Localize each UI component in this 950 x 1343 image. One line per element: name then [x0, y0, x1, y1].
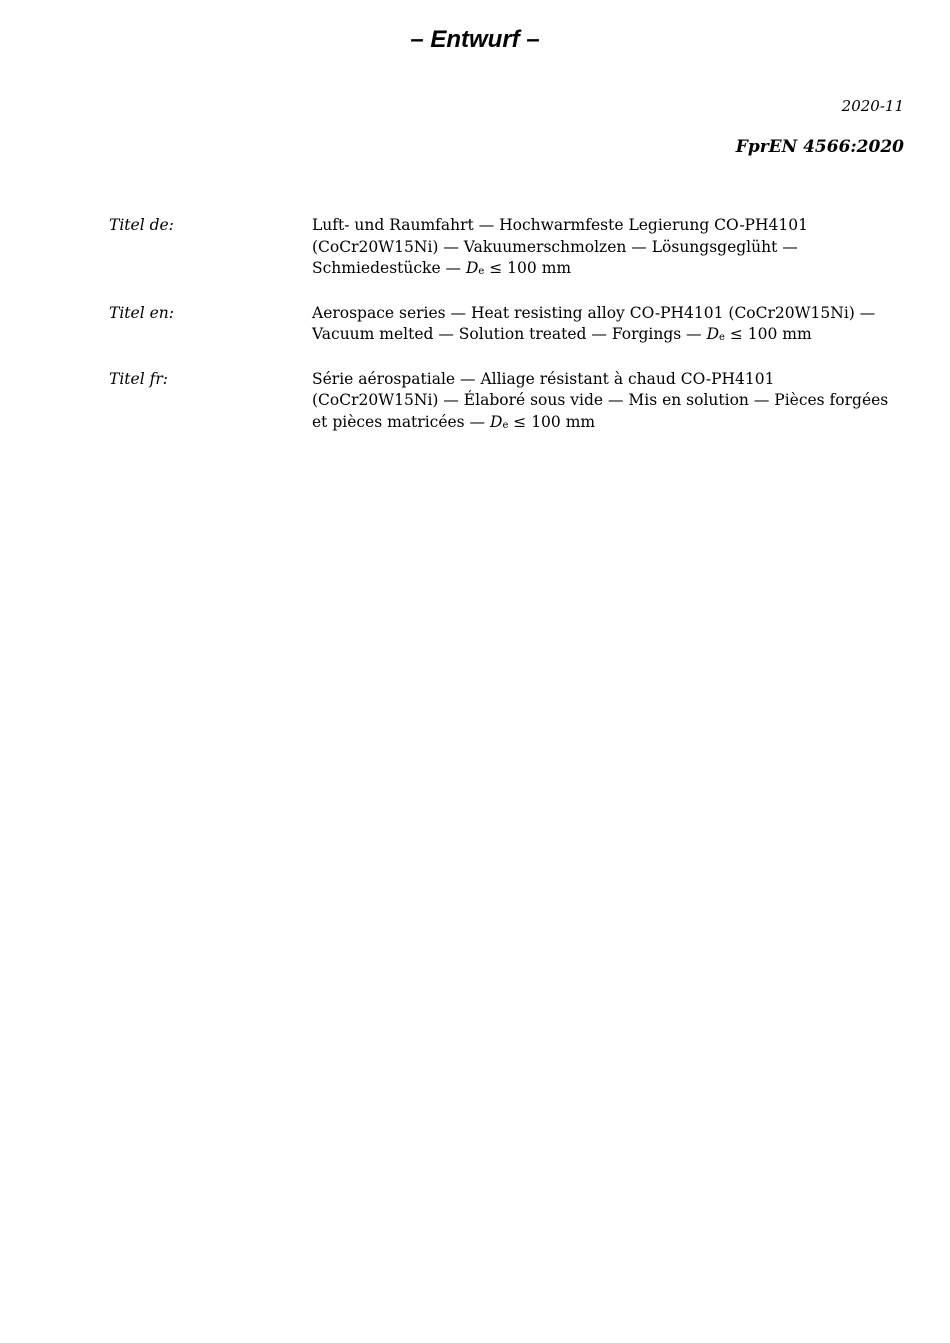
title-text-de	[312, 215, 904, 283]
diameter-symbol: D	[706, 325, 720, 343]
title-line: Série aérospatiale — Alliage résistant à chaud CO-PH4101	[312, 369, 775, 388]
title-line: Luft- und Raumfahrt — Hochwarmfeste Legierung CO-PH4101	[312, 216, 808, 234]
title-row-en	[109, 303, 904, 349]
title-label-de: Titel de:	[109, 216, 174, 234]
diameter-symbol: D	[465, 259, 479, 277]
title-line: (CoCr20W15Ni) — Élaboré sous vide — Mis en solution — Pièces forgées	[312, 391, 889, 409]
document-number: FprEN 4566:2020	[735, 137, 904, 157]
title-line-suffix: ≤ 100 mm	[484, 259, 572, 277]
title-label-en: Titel en:	[109, 303, 174, 322]
title-row-de	[109, 215, 904, 283]
title-line	[312, 258, 904, 283]
diameter-symbol: D	[490, 412, 503, 431]
draft-mark: – Entwurf –	[410, 26, 540, 53]
titles-block	[109, 215, 904, 456]
title-label-fr: Titel fr:	[109, 369, 168, 388]
title-line: (CoCr20W15Ni) — Vakuumerschmolzen — Lösungsgeglüht —	[312, 237, 798, 256]
title-line-suffix: ≤ 100 mm	[508, 412, 596, 431]
document-date: 2020-11	[841, 97, 904, 115]
title-text-fr	[312, 369, 904, 437]
diameter-subscript: e	[478, 266, 485, 277]
title-line	[312, 324, 904, 349]
title-line-prefix: Vacuum melted — Solution treated — Forgings —	[312, 325, 707, 343]
diameter-subscript: e	[719, 332, 725, 343]
title-line-prefix: Schmiedestücke —	[312, 259, 466, 277]
title-row-fr	[109, 369, 904, 437]
title-line	[312, 412, 904, 437]
title-text-en	[312, 303, 904, 349]
title-line-suffix: ≤ 100 mm	[724, 325, 812, 343]
title-line: Aerospace series — Heat resisting alloy CO-PH4101 (CoCr20W15Ni) —	[312, 303, 876, 322]
title-line-prefix: et pièces matricées —	[312, 412, 490, 431]
diameter-subscript: e	[502, 419, 509, 431]
